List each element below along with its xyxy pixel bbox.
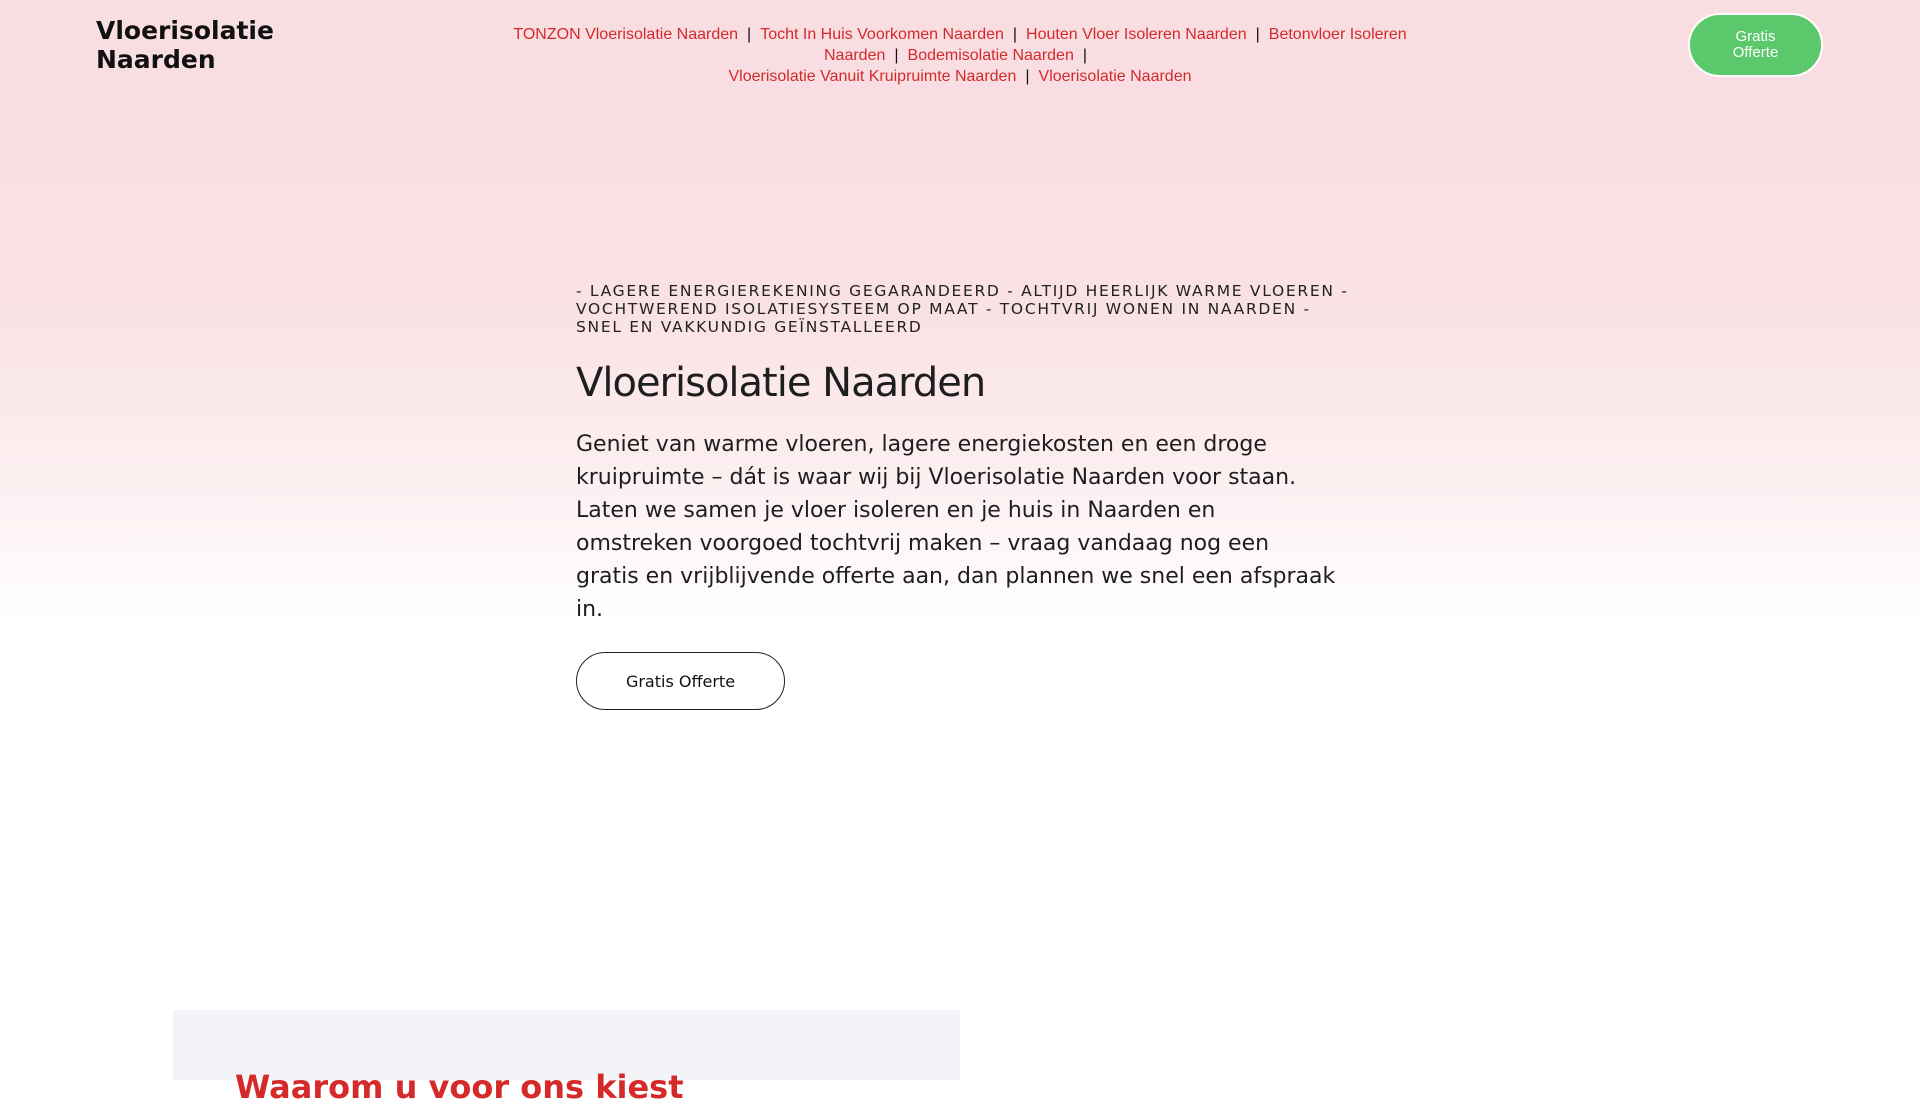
hero-intro-text: Geniet van warme vloeren, lagere energiekosten en een droge kruipruimte – dát is waar wij bij Vloerisolatie Naarden voor staan. Laten we samen je vloer isoleren en je huis in Naarden en omstreken voorgoed tochtvrij maken – vraag vandaag nog een gratis en vrijblijvende offerte aan, dan plannen we snel een afspraak in. [576, 432, 1336, 622]
nav-link-vloerisolatie[interactable]: Vloerisolatie Naarden [1038, 68, 1192, 85]
why-us-card [173, 1010, 960, 1106]
site-logo[interactable]: Vloerisolatie Naarden [96, 16, 274, 74]
nav-link-bodemisolatie[interactable]: Bodemisolatie Naarden [907, 47, 1074, 64]
hero-quote-button[interactable]: Gratis Offerte [576, 652, 785, 710]
nav-separator: | [1255, 26, 1260, 43]
nav-link-kruipruimte[interactable]: Vloerisolatie Vanuit Kruipruimte Naarden [728, 68, 1017, 85]
main-nav [420, 24, 1500, 87]
nav-separator: | [747, 26, 752, 43]
header-quote-button[interactable]: Gratis Offerte [1688, 13, 1823, 77]
nav-separator: | [894, 47, 899, 64]
site-header [0, 0, 1920, 96]
hero-content [576, 282, 1356, 710]
why-us-heading: Waarom u voor ons kiest [235, 1068, 684, 1106]
hero-tagline: - LAGERE ENERGIEREKENING GEGARANDEERD - ALTIJD HEERLIJK WARME VLOEREN - VOCHTWEREND ISOLATIESYSTEEM OP MAAT - TOCHTVRIJ WONEN IN NAARDEN - SNEL EN VAKKUNDIG GEÏNSTALLEERD [576, 282, 1349, 336]
page-title: Vloerisolatie Naarden [576, 360, 986, 406]
nav-separator: | [1025, 68, 1030, 85]
nav-link-betonvloer[interactable]: Betonvloer Isoleren Naarden [823, 26, 1407, 64]
nav-link-tonzon-vloerisolatie[interactable]: TONZON Vloerisolatie Naarden [513, 26, 739, 43]
nav-separator: | [1082, 47, 1087, 64]
nav-link-tocht-voorkomen[interactable]: Tocht In Huis Voorkomen Naarden [760, 26, 1004, 43]
nav-separator: | [1012, 26, 1018, 43]
nav-link-houten-vloer[interactable]: Houten Vloer Isoleren Naarden [1026, 26, 1247, 43]
